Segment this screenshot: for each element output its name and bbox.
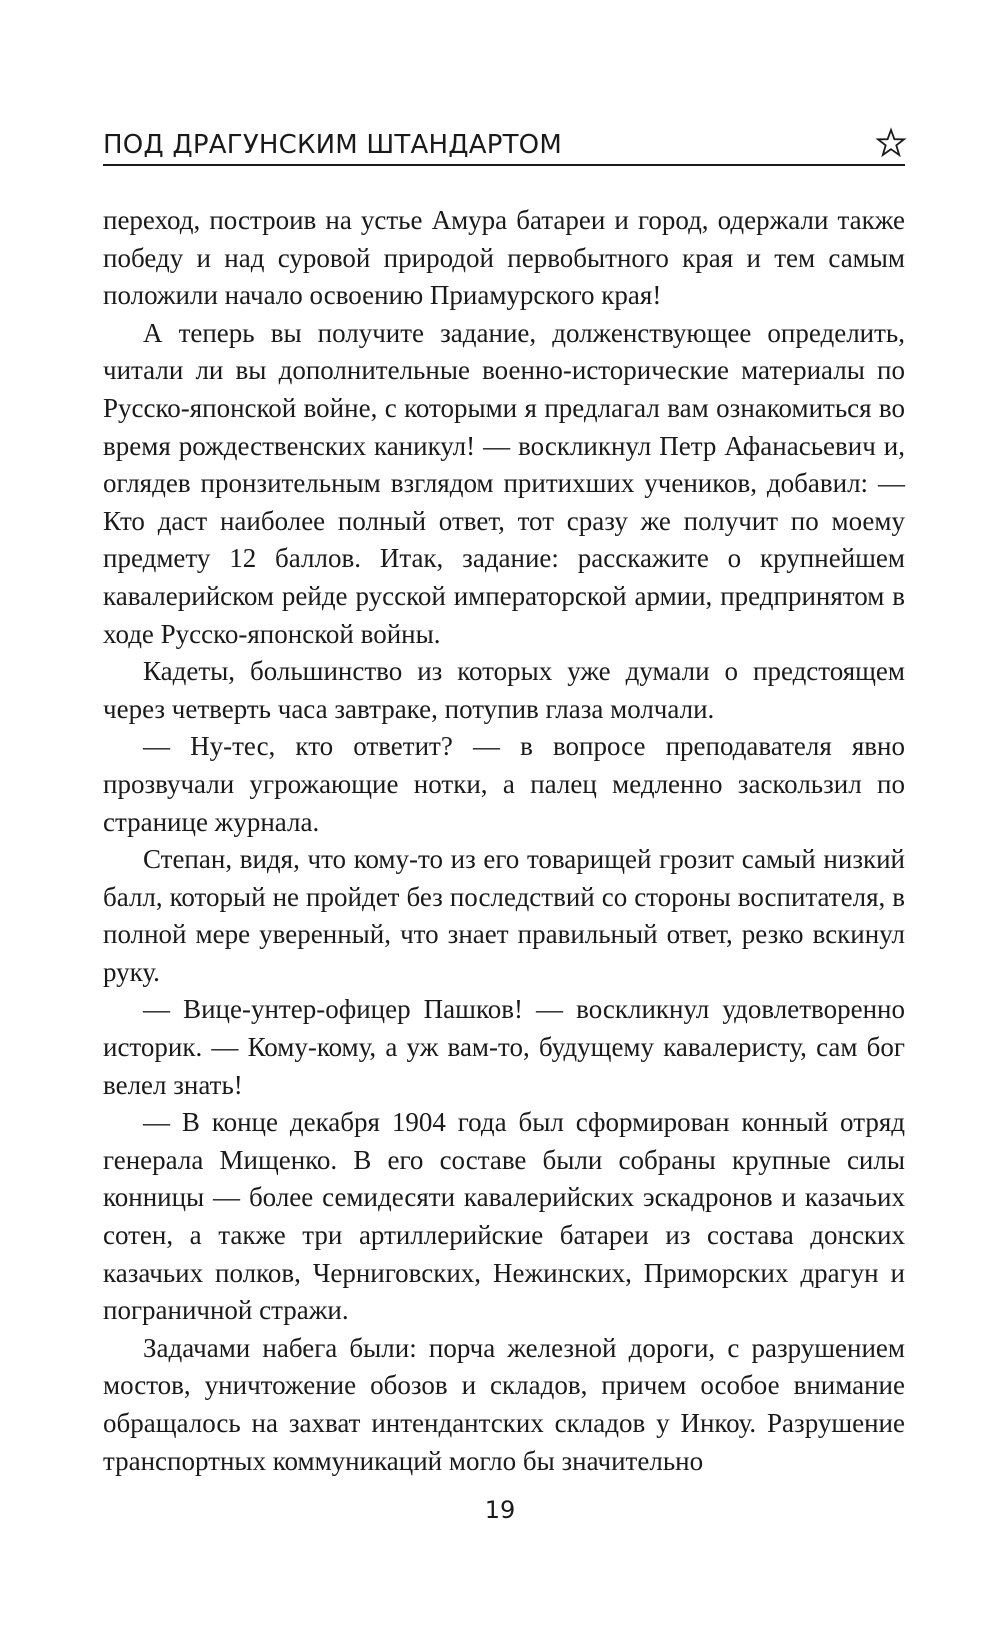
paragraph: — В конце декабря 1904 года был сформирован конный отряд генерала Мищенко. В его составе были собраны крупные силы конницы — более семидесяти кавалерийских эскадронов и казачьих сотен, а также три артиллерийские батареи из состава донских казачьих полков, Черниговских, Нежинских, Приморских драгун и пограничной стражи. [103, 1107, 905, 1326]
paragraph: Задачами набега были: порча железной дороги, с разрушением мостов, уничтожение обозов и складов, причем особое внимание обращалось на захват интендантских складов у Инкоу. Разрушение транспортных коммуникаций могло бы значительно [103, 1332, 905, 1476]
paragraph: Степан, видя, что кому-то из его товарищей грозит самый низкий балл, который не пройдет без последствий со стороны воспитателя, в полной мере уверенный, что знает правильный ответ, резко вскинул руку. [103, 844, 905, 987]
body-text [103, 202, 905, 1480]
header-divider [103, 164, 905, 166]
page-number: 19 [484, 1496, 516, 1524]
star-outline-icon [875, 127, 907, 159]
paragraph: А теперь вы получите задание, долженствующее определить, читали ли вы дополнительные военно-исторические материалы по Русско-японской войне, с которыми я предлагал вам ознакомиться во время рождественских каникул! — воскликнул Петр Афанасьевич и, оглядев пронзительным взглядом притихших учеников, добавил: — Кто даст наиболее полный ответ, тот сразу же получит по моему предмету 12 баллов. Итак, задание: расскажите о крупнейшем кавалерийском рейде русской императорской армии, предпринятом в ходе Русско-японской войны. [103, 317, 905, 649]
paragraph: — Вице-унтер-офицер Пашков! — воскликнул удовлетворенно историк. — Кому-кому, а уж вам-то, будущему кавалеристу, сам бог велел знать! [103, 994, 905, 1100]
paragraph: Кадеты, большинство из которых уже думали о предстоящем через четверть часа завтраке, потупив глаза молчали. [103, 656, 905, 724]
running-header-title: ПОД ДРАГУНСКИМ ШТАНДАРТОМ [103, 130, 562, 160]
paragraph: — Ну-тес, кто ответит? — в вопросе преподавателя явно прозвучали угрожающие нотки, а палец медленно заскользил по странице журнала. [103, 731, 905, 837]
paragraph: переход, построив на устье Амура батареи и город, одержали также победу и над суровой природой первобытного края и тем самым положили начало освоению Приамурского края! [103, 205, 905, 311]
